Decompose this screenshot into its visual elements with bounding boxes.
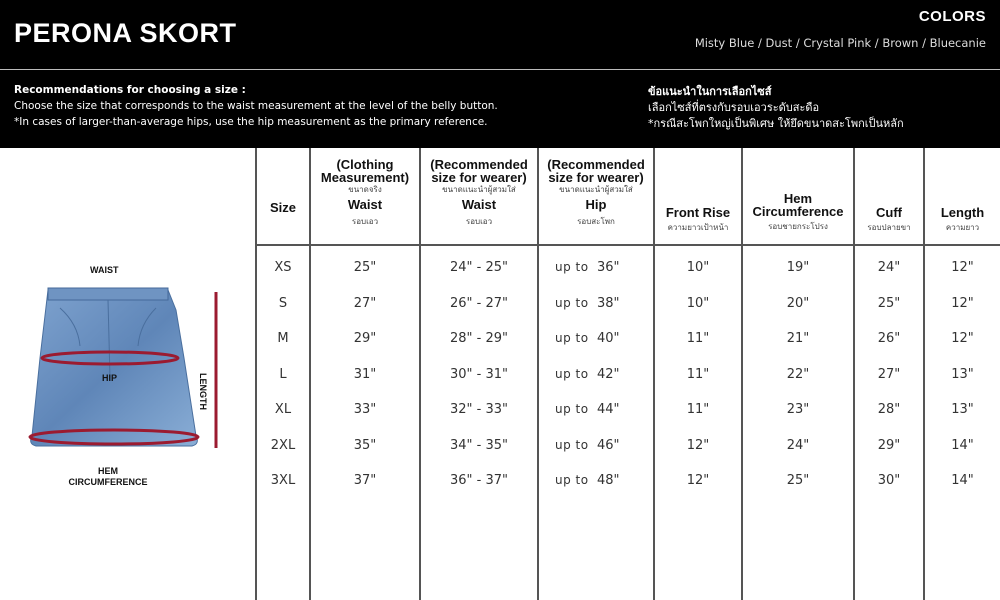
table-cell-hip: [555, 367, 653, 382]
table-cell-rise: 11": [686, 331, 710, 346]
upto-label: up to: [555, 437, 589, 452]
table-cell-hip: [555, 331, 653, 346]
table-cell-hem: 21": [786, 331, 810, 346]
table-cell-rec-waist: 36" - 37": [450, 473, 508, 488]
table-cell-rise: 11": [686, 366, 710, 382]
recommendations-th-heading: ข้อแนะนำในการเลือกไซส์: [648, 85, 772, 98]
hip-value: 46": [597, 437, 620, 453]
hem-label: [58, 466, 158, 488]
table-cell-waist: 33": [353, 402, 377, 417]
upto-label: up to: [555, 402, 589, 416]
col-header-size: Size: [269, 200, 296, 215]
hem-label-line1: HEM: [98, 466, 118, 476]
table-cell-rise: 10": [686, 260, 710, 275]
waist-label: WAIST: [90, 265, 119, 275]
upto-label: up to: [555, 473, 589, 487]
col-header-recommended-hip: (Recommended size for wearer) ขนาดแนะนำผู้สวมใส่ Hip รอบสะโพก: [547, 157, 645, 226]
table-cell-rec-waist: 28" - 29": [450, 331, 508, 346]
table-cell-length: 13": [951, 366, 974, 382]
table-cell-rec-waist: 32" - 33": [450, 402, 508, 417]
table-cell-waist: 35": [353, 437, 377, 453]
table-cell-hem: 20": [786, 295, 810, 311]
hip-value: 38": [597, 295, 620, 311]
table-cell-hem: 24": [786, 437, 810, 453]
table-cell-length: 13": [951, 402, 974, 417]
size-table: [255, 148, 1000, 600]
recommendations-en-line2: *In cases of larger-than-average hips, use the hip measurement as the primary reference.: [14, 116, 488, 128]
table-cell-waist: 25": [353, 260, 377, 275]
hip-value: 42": [597, 366, 620, 382]
table-cell-rise: 11": [686, 402, 710, 417]
recommendations-en: [14, 82, 498, 130]
table-header-divider: [255, 244, 1000, 246]
skort-waistband: [48, 288, 168, 300]
table-cell-length: 12": [951, 295, 974, 311]
hip-value: 48": [597, 473, 620, 488]
header-banner: [0, 0, 1000, 148]
table-cell-length: 12": [951, 260, 974, 275]
table-cell-waist: 27": [353, 295, 377, 311]
col-header-recommended-waist: (Recommended size for wearer) ขนาดแนะนำผู้สวมใส่ Waist รอบเอว: [430, 157, 528, 226]
hip-value: 40": [597, 331, 620, 346]
table-cell-rise: 10": [686, 295, 710, 311]
table-cell-cuff: 24": [877, 260, 901, 275]
recommendations-th-line2: *กรณีสะโพกใหญ่เป็นพิเศษ ให้ยึดขนาดสะโพกเป็นหลัก: [648, 117, 904, 130]
col-header-hem-circumference: Hem Circumference รอบชายกระโปรง: [752, 191, 844, 231]
table-cell-hem: 25": [786, 473, 810, 488]
skort-illustration: [0, 148, 255, 600]
col-header-clothing-waist: (Clothing Measurement) ขนาดจริง Waist รอบเอว: [320, 157, 410, 226]
col-header-length: Length ความยาว: [940, 205, 985, 232]
upto-label: up to: [555, 331, 589, 345]
table-cell-size: 2XL: [270, 437, 296, 453]
recommendations-th: [648, 84, 904, 132]
table-cell-cuff: 27": [877, 366, 901, 382]
upto-label: up to: [555, 260, 589, 274]
table-cell-cuff: 25": [877, 295, 901, 311]
recommendations-en-heading: Recommendations for choosing a size :: [14, 84, 246, 96]
table-cell-length: 14": [951, 437, 974, 453]
table-cell-length: 14": [951, 473, 974, 488]
table-cell-hip: [555, 296, 653, 311]
table-cell-rec-waist: 26" - 27": [450, 295, 508, 311]
table-cell-size: 3XL: [270, 473, 296, 488]
table-cell-rise: 12": [686, 437, 710, 453]
table-cell-hip: [555, 260, 653, 275]
upto-label: up to: [555, 295, 589, 310]
table-cell-cuff: 29": [877, 437, 901, 453]
upto-label: up to: [555, 366, 589, 381]
table-cell-cuff: 26": [877, 331, 901, 346]
table-cell-waist: 31": [353, 366, 377, 382]
product-title: PERONA SKORT: [14, 18, 237, 48]
table-cell-rec-waist: 34" - 35": [450, 437, 508, 453]
table-cell-size: S: [278, 295, 288, 311]
header-divider: [0, 69, 1000, 70]
skort-body: [31, 290, 198, 446]
recommendations-th-line1: เลือกไซส์ที่ตรงกับรอบเอวระดับสะดือ: [648, 101, 820, 114]
table-cell-hip: [555, 402, 653, 417]
table-cell-waist: 29": [353, 331, 377, 346]
table-cell-rise: 12": [686, 473, 710, 488]
colors-list: Misty Blue / Dust / Crystal Pink / Brown / Bluecanie: [694, 36, 986, 50]
hip-value: 36": [597, 260, 620, 275]
table-cell-length: 12": [951, 331, 974, 346]
table-cell-rec-waist: 24" - 25": [450, 260, 508, 275]
recommendations-en-line1: Choose the size that corresponds to the waist measurement at the level of the belly button.: [14, 100, 498, 112]
table-cell-rec-waist: 30" - 31": [450, 366, 508, 382]
table-cell-size: XL: [274, 402, 292, 417]
hip-value: 44": [597, 402, 620, 417]
table-cell-hip: [555, 438, 653, 453]
table-cell-size: XS: [274, 260, 292, 275]
hip-label: HIP: [102, 373, 118, 383]
table-cell-waist: 37": [353, 473, 377, 488]
col-header-cuff: Cuff รอบปลายขา: [867, 205, 911, 232]
length-label: LENGTH: [198, 373, 208, 410]
colors-label: COLORS: [918, 8, 986, 25]
col-header-front-rise: Front Rise ความยาวเป้าหน้า: [665, 205, 731, 232]
hem-label-line2: CIRCUMFERENCE: [68, 477, 148, 487]
table-cell-size: M: [277, 331, 289, 346]
table-cell-cuff: 30": [877, 473, 901, 488]
table-cell-hem: 19": [786, 260, 810, 275]
table-cell-cuff: 28": [877, 402, 901, 417]
table-cell-size: L: [279, 366, 287, 382]
table-cell-hip: [555, 473, 653, 488]
table-cell-hem: 22": [786, 366, 810, 382]
table-cell-hem: 23": [786, 402, 810, 417]
skort-drawing: [0, 148, 255, 600]
